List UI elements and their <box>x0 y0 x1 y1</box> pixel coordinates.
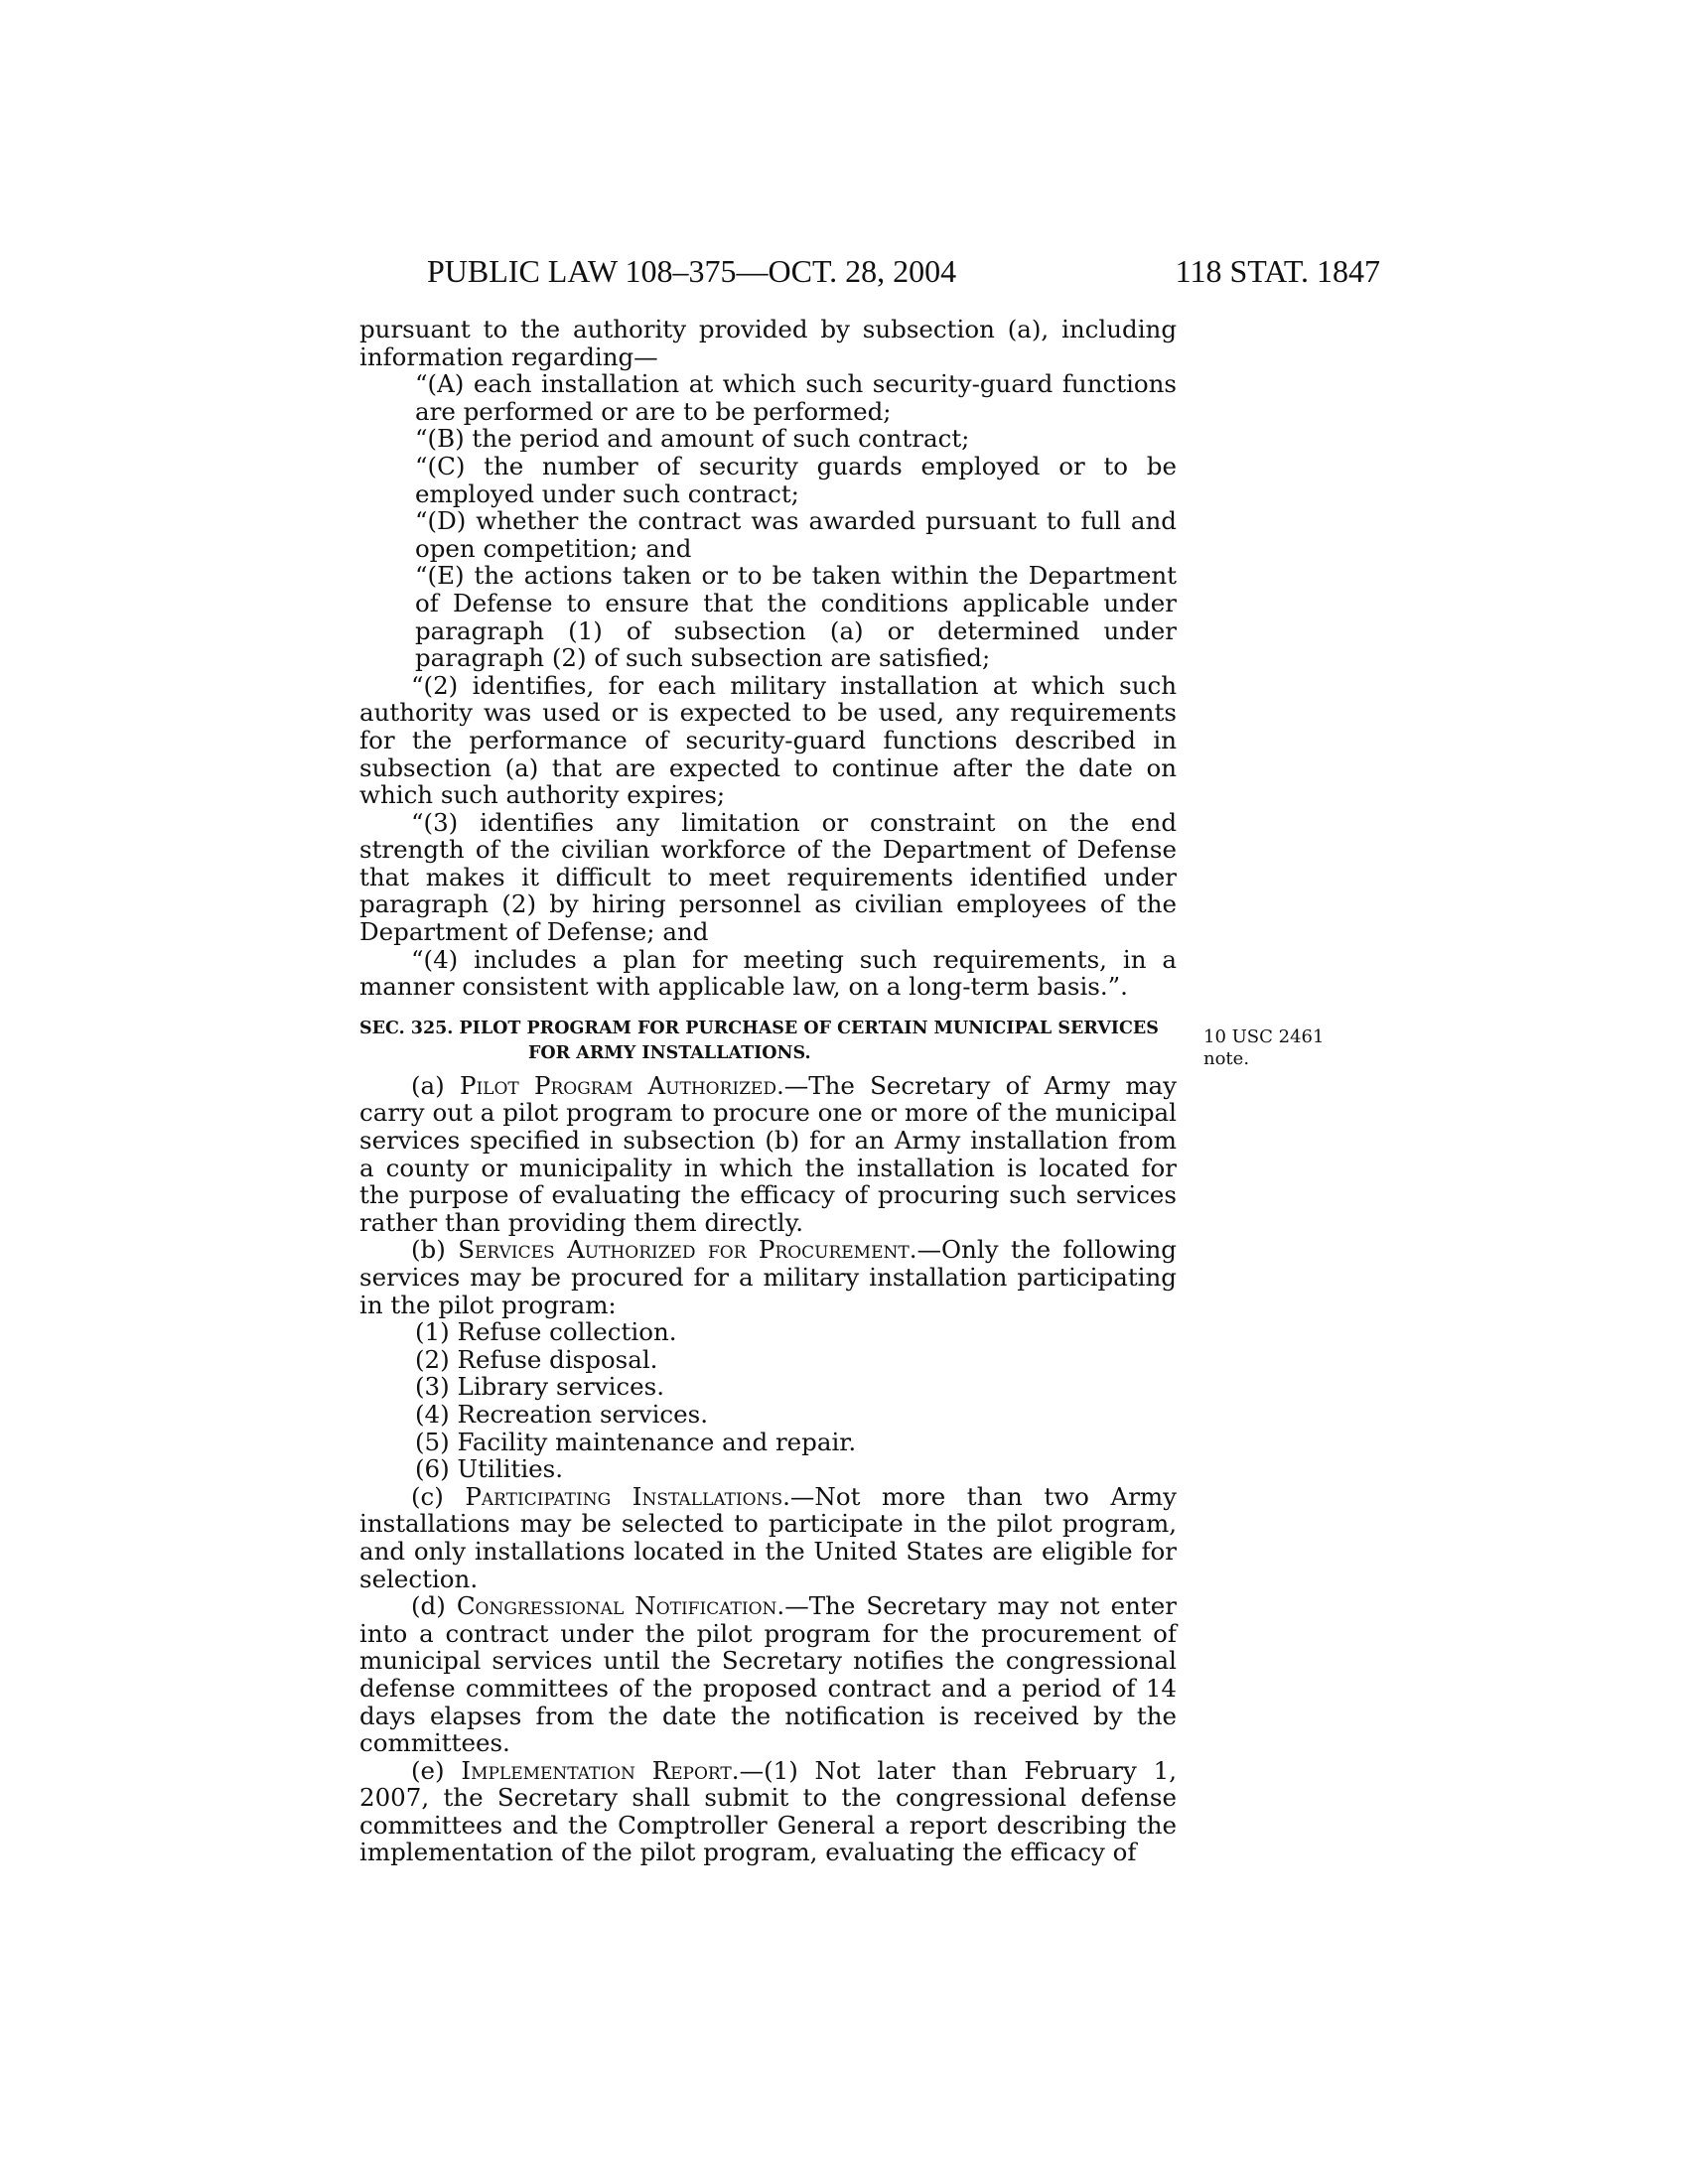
subsection-c <box>359 1483 1177 1592</box>
subsection-a-title: Pilot Program Authorized. <box>459 1070 784 1100</box>
margin-note-suffix: note. <box>1203 1048 1250 1069</box>
list-item: (2) Refuse disposal. <box>415 1344 658 1374</box>
section-heading: SEC. 325. PILOT PROGRAM FOR PURCHASE OF CERTAIN MUNICIPAL SERVICES FOR ARMY INSTALLATIONS. <box>359 1018 1159 1063</box>
margin-note <box>1203 1026 1324 1070</box>
list-item: (1) Refuse collection. <box>415 1317 677 1347</box>
subsection-c-label: (c) <box>411 1481 466 1511</box>
paragraph-2: “(2) identifies, for each military installation at which such authority was used or is expected to be used, any requirements for the performance of security-guard functions described in subsection (a) that are expected to continue after the date on which such authority expires; <box>359 670 1177 810</box>
subsection-a-text: —The Secretary of Army may carry out a pilot program to procure one or more of the municipal services specified in subsection (b) for an Army installation from a county or municipality in which the installation is located for the purpose of evaluating the efficacy of procuring such services rather than providing them directly. <box>359 1070 1178 1237</box>
running-header <box>427 251 1380 291</box>
subsection-a-label: (a) <box>411 1070 460 1100</box>
document-body <box>359 316 1177 1866</box>
list-item: (3) Library services. <box>415 1372 664 1402</box>
clause-a: “(A) each installation at which such security-guard functions are performed or are to be performed; <box>415 369 1177 426</box>
margin-note-citation: 10 USC 2461 <box>1203 1026 1325 1047</box>
subsection-b <box>359 1236 1177 1318</box>
clause-e: “(E) the actions taken or to be taken within the Department of Defense to ensure that the conditions applicable under paragraph (1) of subsection (a) or determined under paragraph (2) of such subsection are satisfied; <box>415 561 1177 673</box>
subsection-b-text: —Only the following services may be procured for a military installation participating in the pilot program: <box>359 1235 1177 1319</box>
statute-page-number: 118 STAT. 1847 <box>1175 253 1380 289</box>
subsection-d-label: (d) <box>411 1591 457 1621</box>
subsection-b-title: Services Authorized for Procurement. <box>458 1235 917 1265</box>
subsection-e-text: —(1) Not later than February 1, 2007, the Secretary shall submit to the congressional defense committees and the Comptroller General a report describing the implementation of the pilot program, evaluating the efficacy of <box>359 1755 1178 1867</box>
subsection-c-text: —Not more than two Army installations may be selected to participate in the pilot program, and only installations located in the United States are eligible for selection. <box>359 1481 1177 1593</box>
subsection-d-title: Congressional Notification. <box>456 1591 785 1621</box>
clause-c: “(C) the number of security guards employed or to be employed under such contract; <box>415 451 1177 508</box>
paragraph-4: “(4) includes a plan for meeting such requirements, in a manner consistent with applicable law, on a long-term basis.”. <box>359 944 1177 1002</box>
list-item: (5) Facility maintenance and repair. <box>415 1427 857 1456</box>
public-law-citation: PUBLIC LAW 108–375—OCT. 28, 2004 <box>427 253 957 289</box>
clause-d: “(D) whether the contract was awarded pursuant to full and open competition; and <box>415 506 1177 563</box>
subsection-e-title: Implementation Report. <box>461 1755 740 1785</box>
subsection-c-title: Participating Installations. <box>465 1481 790 1511</box>
subsection-a <box>359 1072 1177 1237</box>
subsection-d-text: —The Secretary may not enter into a contract under the pilot program for the procurement of municipal services until the Secretary notifies the congressional defense committees of the proposed contract and a period of 14 days elapses from the date the notification is received by the committees. <box>359 1591 1177 1758</box>
list-item: (4) Recreation services. <box>415 1399 709 1429</box>
subsection-d <box>359 1592 1177 1757</box>
subsection-e <box>359 1757 1177 1866</box>
subsection-b-label: (b) <box>411 1235 459 1265</box>
paragraph-3: “(3) identifies any limitation or constraint on the end strength of the civilian workforce of the Department of Defense that makes it difficult to meet requirements identified under paragraph (2) by hiring personnel as civilian employees of the Department of Defense; and <box>359 807 1177 947</box>
subsection-e-label: (e) <box>411 1755 462 1785</box>
list-item: (6) Utilities. <box>415 1454 564 1484</box>
clause-b: “(B) the period and amount of such contract; <box>415 424 970 454</box>
continued-paragraph: pursuant to the authority provided by subsection (a), including information regarding— <box>359 315 1177 371</box>
